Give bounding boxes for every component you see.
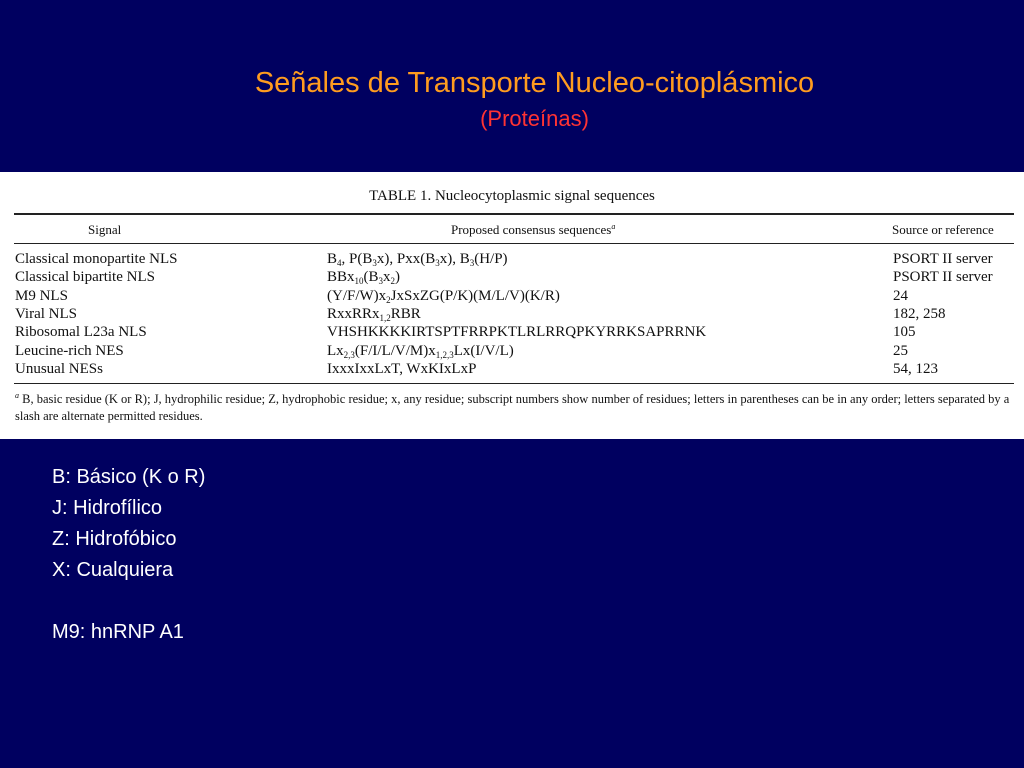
consensus-subscript: 1,2,3 [435,349,454,360]
consensus-subscript: 2,3 [343,349,355,360]
table-row [0,306,1024,324]
cell-signal: Classical monopartite NLS [15,251,178,267]
table-row [0,343,1024,361]
consensus-subscript: 4 [337,258,342,268]
table-header-rule [14,243,1014,244]
cell-consensus [327,361,476,378]
table-row [0,324,1024,342]
header-source: Source or reference [892,222,994,237]
cell-source: PSORT II server [893,251,993,267]
cell-signal: Ribosomal L23a NLS [15,324,147,341]
cell-consensus [327,343,514,360]
table-image [0,172,1024,439]
consensus-text: VHSHKKKKIRTSPTFRRPKTLRLRRQPKYRRKSAPRRNK [327,324,707,341]
note-line: Z: Hidrofóbico [52,528,177,550]
cell-source: 105 [893,324,916,341]
table-caption: TABLE 1. Nucleocytoplasmic signal sequences [369,188,655,204]
table-row [0,269,1024,287]
header-signal: Signal [88,222,122,237]
cell-consensus [327,251,508,268]
consensus-text: ) [395,269,401,286]
consensus-subscript: 2 [386,294,391,305]
cell-consensus [327,269,400,286]
consensus-text: BBx [327,269,355,286]
header-consensus-mark: a [611,222,616,231]
consensus-text: x), B [439,251,470,267]
header-consensus-label: Proposed consensus sequences [451,222,612,237]
table-bottom-rule [14,383,1014,384]
consensus-text: (Y/F/W)x [327,287,387,304]
table-row [0,361,1024,379]
consensus-text: (B [363,269,379,286]
note-line: X: Cualquiera [52,559,174,581]
slide-title: Señales de Transporte Nucleo-citoplásmico [254,67,815,99]
cell-consensus [327,324,706,341]
footnote-text: B, basic residue (K or R); J, hydrophilic residue; Z, hydrophobic residue; x, any residue; subscript numbers show number of residues; letters in parentheses can be in any order; letters separated by a slash are alternate permitted residues. [15,392,1010,423]
consensus-text: (H/P) [474,251,508,267]
cell-signal: M9 NLS [15,287,68,304]
cell-signal: Viral NLS [15,305,78,322]
footnote-mark: a [15,391,19,400]
cell-source: 182, 258 [893,305,946,322]
table-row [0,251,1024,269]
consensus-text: RBR [390,305,421,322]
consensus-text: Lx [327,342,344,359]
consensus-subscript: 10 [354,276,364,287]
consensus-text: RxxRRx [327,305,380,322]
cell-source: 24 [893,287,908,304]
note-line [52,586,205,617]
header-consensus [451,222,615,238]
cell-signal: Unusual NESs [15,360,103,377]
cell-consensus [327,288,560,305]
consensus-subscript: 2 [390,276,396,287]
consensus-text: (F/I/L/V/M)x [354,342,436,359]
cell-source: 54, 123 [893,360,938,377]
consensus-text: x [383,269,391,286]
consensus-subscript: 3 [372,258,377,268]
consensus-subscript: 3 [469,258,475,268]
note-line: B: Básico (K o R) [52,466,206,488]
consensus-text: x), Pxx(B [376,251,436,267]
consensus-subscript: 1,2 [379,312,391,323]
slide-subtitle: (Proteínas) [480,106,589,131]
cell-signal: Classical bipartite NLS [15,269,155,286]
consensus-text: IxxxIxxLxT, WxKIxLxP [327,360,477,377]
consensus-text: JxSxZG(P/K)(M/L/V)(K/R) [390,287,560,304]
consensus-text: B [327,251,338,267]
table-row [0,288,1024,306]
abbreviation-notes [52,462,205,648]
note-line: M9: hnRNP A1 [52,621,184,643]
consensus-subscript: 3 [435,258,440,268]
table-top-rule [14,213,1014,215]
consensus-text: Lx(I/V/L) [453,342,514,359]
note-line: J: Hidrofílico [52,497,163,519]
cell-source: PSORT II server [893,269,993,286]
consensus-text: , P(B [341,251,373,267]
consensus-subscript: 3 [378,276,384,287]
cell-source: 25 [893,342,908,359]
cell-signal: Leucine-rich NES [15,342,124,359]
table-footnote [15,391,1017,425]
cell-consensus [327,306,421,323]
